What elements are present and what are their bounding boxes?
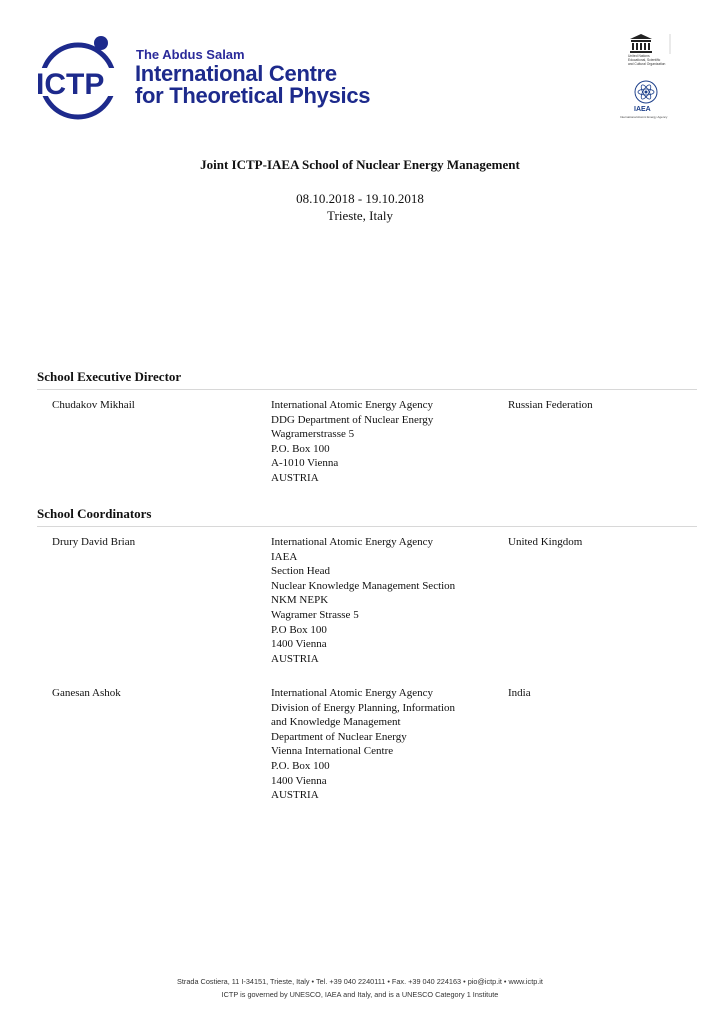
logo-line-2: for Theoretical Physics (135, 83, 371, 108)
person-name: Chudakov Mikhail (52, 399, 135, 411)
person-address (271, 398, 496, 486)
address-line: International Atomic Energy Agency (271, 536, 434, 548)
address-line: and Knowledge Management (271, 716, 401, 729)
address-line: International Atomic Energy Agency (271, 687, 434, 699)
address-line: Wagramerstrasse 5 (271, 428, 355, 441)
person-name: Ganesan Ashok (52, 687, 121, 699)
logo-subtitle: The Abdus Salam (136, 47, 245, 62)
iaea-subtext: International Atomic Energy Agency (620, 115, 668, 119)
partner-logos (618, 32, 678, 124)
address-line: Nuclear Knowledge Management Section (271, 579, 456, 592)
section-heading-coordinators: School Coordinators (37, 506, 152, 521)
address-line: NKM NEPK (271, 594, 329, 607)
address-line: P.O. Box 100 (271, 442, 330, 455)
address-line: 1400 Vienna (271, 638, 327, 651)
ictp-logo-mark (33, 34, 133, 124)
logo-text: ICTP (36, 68, 105, 101)
address-line: Wagramer Strasse 5 (271, 608, 359, 621)
orbit-dot-icon (94, 36, 108, 50)
person-address (271, 535, 496, 666)
section-divider (37, 526, 697, 527)
address-line: International Atomic Energy Agency (271, 399, 434, 411)
person-country: India (508, 687, 531, 699)
unesco-logo (622, 32, 674, 72)
address-line: 1400 Vienna (271, 774, 327, 787)
address-line: Division of Energy Planning, Information (271, 701, 456, 714)
address-line: DDG Department of Nuclear Energy (271, 413, 434, 426)
address-line: AUSTRIA (271, 471, 319, 484)
unesco-text: United Nations Educational, Scientific and Cultural Organization (628, 54, 666, 66)
section-divider (37, 389, 697, 390)
address-line: AUSTRIA (271, 652, 319, 665)
address-line: Section Head (271, 565, 330, 578)
section-heading-executive-director: School Executive Director (37, 369, 182, 384)
address-line: P.O. Box 100 (271, 759, 330, 772)
person-address (271, 686, 496, 803)
footer-governance: ICTP is governed by UNESCO, IAEA and Italy, and is a UNESCO Category 1 Institute (221, 990, 499, 999)
unesco-temple-icon (622, 32, 674, 54)
iaea-atom-icon (620, 80, 676, 106)
address-line: A-1010 Vienna (271, 457, 339, 470)
ictp-logo (33, 34, 371, 124)
address-line: P.O Box 100 (271, 623, 327, 636)
logo-line-1: International Centre (135, 61, 337, 86)
address-line: Department of Nuclear Energy (271, 730, 407, 743)
person-country: Russian Federation (508, 399, 593, 411)
document-title: Joint ICTP-IAEA School of Nuclear Energy Management (200, 157, 520, 172)
address-line: AUSTRIA (271, 789, 319, 802)
document-place: Trieste, Italy (327, 208, 393, 223)
person-name: Drury David Brian (52, 536, 136, 548)
person-country: United Kingdom (508, 536, 583, 548)
iaea-label: IAEA (634, 106, 651, 113)
document-dates: 08.10.2018 - 19.10.2018 (296, 191, 424, 206)
footer-contact: Strada Costiera, 11 I-34151, Trieste, Italy • Tel. +39 040 2240111 • Fax. +39 040 224163 • pio@ictp.it • www.ictp.it (177, 977, 543, 986)
iaea-logo (620, 80, 676, 124)
address-line: IAEA (271, 550, 298, 563)
address-line: Vienna International Centre (271, 745, 394, 758)
